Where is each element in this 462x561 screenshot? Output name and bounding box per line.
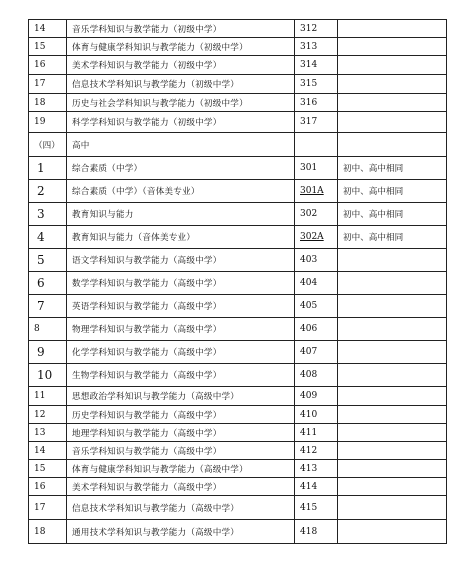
row-note	[338, 318, 447, 341]
subject-code: 403	[295, 249, 338, 272]
subject-name: 科学学科知识与教学能力（初级中学）	[67, 112, 295, 133]
row-note	[338, 406, 447, 424]
subject-code: 411	[295, 424, 338, 442]
row-number: 14	[29, 442, 67, 460]
table-row	[29, 406, 447, 424]
row-note	[338, 272, 447, 295]
row-number: 13	[29, 424, 67, 442]
row-note	[338, 249, 447, 272]
subject-code: 408	[295, 364, 338, 387]
table-row	[29, 20, 447, 38]
table-row	[29, 496, 447, 520]
table-row	[29, 341, 447, 364]
row-number: 17	[29, 75, 67, 94]
row-note	[338, 496, 447, 520]
row-number: 2	[29, 180, 67, 203]
row-note	[338, 341, 447, 364]
row-number: 3	[29, 203, 67, 226]
row-number: 7	[29, 295, 67, 318]
table-row	[29, 295, 447, 318]
row-number: 1	[29, 157, 67, 180]
subject-code: 315	[295, 75, 338, 94]
subject-code: 314	[295, 56, 338, 75]
table-row	[29, 442, 447, 460]
table-row	[29, 226, 447, 249]
subject-code	[295, 133, 338, 157]
subject-code: 301	[295, 157, 338, 180]
row-note	[338, 295, 447, 318]
subject-code: 302A	[295, 226, 338, 249]
table-row	[29, 38, 447, 56]
table-row	[29, 56, 447, 75]
subject-name: 信息技术学科知识与教学能力（高级中学）	[67, 496, 295, 520]
subject-name: 生物学科知识与教学能力（高级中学）	[67, 364, 295, 387]
subject-code: 415	[295, 496, 338, 520]
row-note: 初中、高中相同	[338, 203, 447, 226]
table-row	[29, 478, 447, 496]
table-row	[29, 272, 447, 295]
subject-code: 406	[295, 318, 338, 341]
table-row	[29, 318, 447, 341]
subject-code: 413	[295, 460, 338, 478]
subject-name: 教育知识与能力	[67, 203, 295, 226]
row-number: 14	[29, 20, 67, 38]
subject-name: 教育知识与能力（音体美专业）	[67, 226, 295, 249]
subject-code: 404	[295, 272, 338, 295]
table-row	[29, 203, 447, 226]
row-note	[338, 94, 447, 112]
row-note	[338, 478, 447, 496]
table-row	[29, 157, 447, 180]
row-note	[338, 442, 447, 460]
row-number: 15	[29, 38, 67, 56]
subject-name: 英语学科知识与教学能力（高级中学）	[67, 295, 295, 318]
subject-name: 综合素质（中学）	[67, 157, 295, 180]
subject-name: 地理学科知识与教学能力（高级中学）	[67, 424, 295, 442]
subject-code: 302	[295, 203, 338, 226]
subject-name: 通用技术学科知识与教学能力（高级中学）	[67, 520, 295, 544]
subject-code: 414	[295, 478, 338, 496]
row-note	[338, 424, 447, 442]
subject-code: 412	[295, 442, 338, 460]
row-number: 4	[29, 226, 67, 249]
row-note	[338, 20, 447, 38]
subject-code: 316	[295, 94, 338, 112]
subject-name: 体育与健康学科知识与教学能力（初级中学）	[67, 38, 295, 56]
subject-code: 418	[295, 520, 338, 544]
row-note	[338, 75, 447, 94]
subject-code: 407	[295, 341, 338, 364]
subject-code: 410	[295, 406, 338, 424]
row-note	[338, 387, 447, 406]
subject-name: 音乐学科知识与教学能力（初级中学）	[67, 20, 295, 38]
row-note	[338, 56, 447, 75]
subject-name: 物理学科知识与教学能力（高级中学）	[67, 318, 295, 341]
subject-name: 体育与健康学科知识与教学能力（高级中学）	[67, 460, 295, 478]
row-number: 18	[29, 520, 67, 544]
table-row	[29, 180, 447, 203]
exam-subject-table	[28, 19, 447, 544]
row-number: 19	[29, 112, 67, 133]
row-number: 16	[29, 56, 67, 75]
table-row	[29, 249, 447, 272]
table-row	[29, 94, 447, 112]
row-number: 15	[29, 460, 67, 478]
row-note	[338, 133, 447, 157]
subject-name: 信息技术学科知识与教学能力（初级中学）	[67, 75, 295, 94]
subject-code: 312	[295, 20, 338, 38]
row-note	[338, 460, 447, 478]
subject-name: 美术学科知识与教学能力（初级中学）	[67, 56, 295, 75]
row-number: 12	[29, 406, 67, 424]
table-row	[29, 424, 447, 442]
section-row	[29, 133, 447, 157]
table-row	[29, 75, 447, 94]
subject-name: 语文学科知识与教学能力（高级中学）	[67, 249, 295, 272]
row-note: 初中、高中相同	[338, 226, 447, 249]
subject-name: 数学学科知识与教学能力（高级中学）	[67, 272, 295, 295]
subject-name: 美术学科知识与教学能力（高级中学）	[67, 478, 295, 496]
row-note	[338, 364, 447, 387]
row-number: 5	[29, 249, 67, 272]
row-number: 11	[29, 387, 67, 406]
row-note	[338, 520, 447, 544]
table-row	[29, 387, 447, 406]
row-number: 17	[29, 496, 67, 520]
subject-name: 综合素质（中学）（音体美专业）	[67, 180, 295, 203]
row-number: 8	[29, 318, 67, 341]
row-note	[338, 112, 447, 133]
row-number: 9	[29, 341, 67, 364]
row-number: 6	[29, 272, 67, 295]
row-note: 初中、高中相同	[338, 180, 447, 203]
subject-name: 高中	[67, 133, 295, 157]
subject-name: 化学学科知识与教学能力（高级中学）	[67, 341, 295, 364]
subject-name: 历史学科知识与教学能力（高级中学）	[67, 406, 295, 424]
subject-name: 思想政治学科知识与教学能力（高级中学）	[67, 387, 295, 406]
subject-code: 317	[295, 112, 338, 133]
table-row	[29, 520, 447, 544]
subject-code: 405	[295, 295, 338, 318]
row-number: 18	[29, 94, 67, 112]
row-number: 16	[29, 478, 67, 496]
subject-name: 历史与社会学科知识与教学能力（初级中学）	[67, 94, 295, 112]
subject-code: 409	[295, 387, 338, 406]
subject-code: 301A	[295, 180, 338, 203]
table-body	[29, 20, 447, 544]
table-row	[29, 460, 447, 478]
row-note	[338, 38, 447, 56]
table-row	[29, 112, 447, 133]
subject-name: 音乐学科知识与教学能力（高级中学）	[67, 442, 295, 460]
row-note: 初中、高中相同	[338, 157, 447, 180]
row-number: 10	[29, 364, 67, 387]
row-number: （四）	[29, 133, 67, 157]
subject-code: 313	[295, 38, 338, 56]
table-row	[29, 364, 447, 387]
